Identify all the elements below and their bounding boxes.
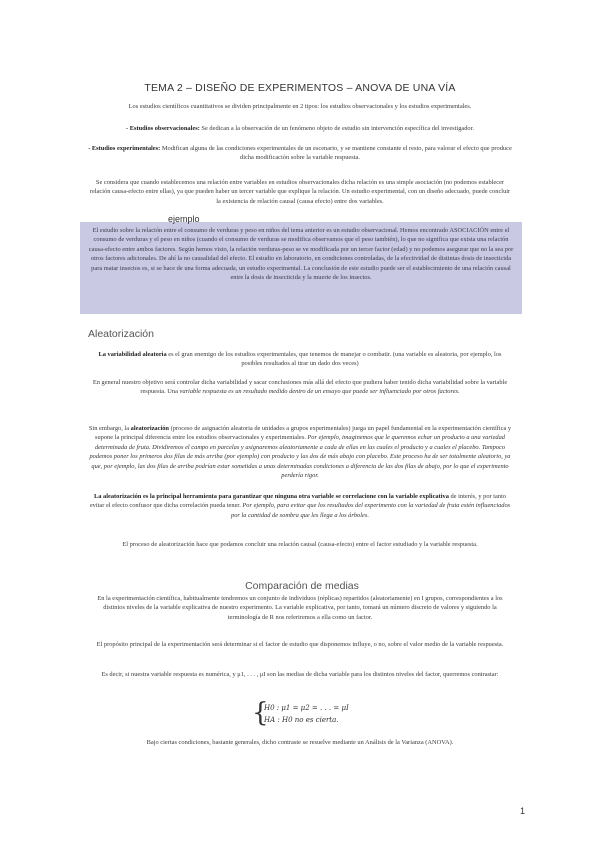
hypothesis-system xyxy=(252,698,382,728)
experimental-definition xyxy=(88,144,512,163)
randomization-intro: Sin embargo, la xyxy=(88,425,131,432)
page-number: 1 xyxy=(520,806,526,816)
randomization-paragraph xyxy=(88,424,512,480)
confounder-statement: La aleatorización es la principal herramienta para garantizar que ninguna otra variable se correlacione con la variable explicativa xyxy=(93,493,449,500)
experimental-label: - Estudios experimentales: xyxy=(88,145,161,152)
section-heading-comparacion: Comparación de medias xyxy=(245,580,359,592)
randomization-text: (proceso de asignación aleatoria de unidades a grupos experimentales) juega un papel fundamental en la experimentación científica y supone la principal diferencia entre los estudios observacionales y experimentales. xyxy=(94,425,512,442)
brace-icon: { xyxy=(252,698,269,728)
experimental-text: Modifican alguna de las condiciones experimentales de un escenario, y se mantiene constante el resto, para valorar el efecto que produce dicha modificación sobre la variable respuesta. xyxy=(160,145,512,162)
purpose-paragraph: El propósito principal de la experimentación será determinar si el factor de estudio que disponemos influye, o no, sobre el valor medio de la variable respuesta. xyxy=(96,641,504,648)
variability-text: es el gran enemigo de los estudios experimentales, que tenemos de manejar o combatir. (una variable es aleatoria, por ejemplo, los posibles resultados al tirar un dado dos veces) xyxy=(166,351,502,368)
hypothesis-intro: Es decir, si nuestra variable respuesta es numérica, y μ1, . . . , μI son las medias de dicha variable para los distintos niveles del factor, querremos contrastar: xyxy=(101,671,499,678)
intro-paragraph: Los estudios científicos cuantitativos se dividen principalmente en 2 tipos: los estudios observacionales y los estudios experimentales. xyxy=(128,103,472,110)
confounder-paragraph xyxy=(88,492,512,520)
observational-label: - Estudios observacionales: xyxy=(125,125,200,132)
observational-definition xyxy=(88,124,512,133)
variability-term: La variabilidad aleatoria xyxy=(98,351,167,358)
confounder-text: de interés, y por tanto evitar el efecto confusor que dicha correlación pueda tener. xyxy=(89,493,507,510)
example-text: El estudio sobre la relación entre el consumo de verduras y peso en niños del tema anterior es un estudio observacional. Hemos encontrado ASOCIACIÓN entre el consumo de verduras y el peso en niños (cuando el consumo de verduras se modifica observamos que el peso también), lo que no significa que exista una relación causa-efecto entre ambos factores. Según hemos visto, la relación verduras-peso se ve modificada por un tercer factor (edad) y no podemos asegurar que no la sea por otros factores adicionales. De ahí la no causalidad del efecto. El estudio en laboratorio, en condiciones controladas, de la efectividad de distintas dosis de insecticida para matar insectos es, si se hace de una forma adecuada, un estudio experimental. La conclusión de este estudio puede ser el establecimiento de una relación causal entre la dosis de insecticida y la muerte de los insectos. xyxy=(88,227,514,282)
association-paragraph: Se considera que cuando establecemos una relación entre variables en estudios observacionales dicha relación es una simple asociación (no podemos establecer relación causa-efecto entre ellas), ya que pueden haber un tercer variable que explique la relación. Un estudio experimental, con un diseño adecuado, puede concluir la existencia de relación causal (causa efecto) entre dos variables. xyxy=(89,179,511,205)
causal-paragraph: El proceso de aleatorización hace que podamos concluir una relación causal (causa-efecto) entre el factor estudiado y la variable respuesta. xyxy=(122,541,478,548)
example-label: ejemplo xyxy=(168,214,200,224)
groups-paragraph: En la experimentación científica, habitualmente tendremos un conjunto de individuos (réplicas) repartidos (aleatoriamente) en I grupos, correspondientes a los distintos niveles de la variable explicativa de nuestro experimento. La variable explicativa, por tanto, tomará un número discreto de valores y siguiendo la terminología de R nos referiremos a ella como un factor. xyxy=(97,595,503,621)
observational-text: Se dedican a la observación de un fenómeno objeto de estudio sin intervención específica del investigador. xyxy=(199,125,475,132)
null-hypothesis: H0 : μ1 = μ2 = . . . = μI xyxy=(264,704,349,712)
confounder-example: Por ejemplo, para evitar que los resultados del experimento con la variedad de fruta estén influenciados por la cantidad de sombra que les llega a los árboles. xyxy=(231,502,511,519)
alternative-hypothesis: HA : H0 no es cierta. xyxy=(264,716,339,724)
page-title: TEMA 2 – DISEÑO DE EXPERIMENTOS – ANOVA DE UNA VÍA xyxy=(144,82,456,94)
anova-paragraph: Bajo ciertas condiciones, bastante generales, dicho contraste se resuelve mediante un Análisis de la Varianza (ANOVA). xyxy=(146,739,454,746)
randomization-example: Por ejemplo, imaginemos que le queremos echar un producto a una variedad determinada de fruta. Dividiremos el campo en parcelas y asignaremos aleatoriamente a cada de ellas en las cuales el producto y a cuales el placebo. Tampoco podemos poner los primeros dos filas de más arriba (por ejemplo) con producto y las dos de más abajo con placebo. Este proceso ha de ser totalmente aleatorio, ya que, por ejemplo, las dos filas de arriba podrían estar sometidas a unas determinadas condiciones a diferencia de las dos filas de abajo, por lo que el experimento perdería rigor. xyxy=(89,434,511,480)
response-variable-definition: variable respuesta es un resultado medido dentro de un ensayo que puede ser influenciado por otros factores. xyxy=(179,388,460,396)
example-box xyxy=(80,222,522,314)
randomization-term: aleatorización xyxy=(130,425,169,432)
variability-paragraph xyxy=(88,350,512,369)
section-heading-aleatorizacion: Aleatorización xyxy=(88,328,154,340)
control-text: En general nuestro objetivo será controlar dicha variabilidad y sacar conclusiones más allá del efecto que pudiera haber tenido dicha variabilidad sobre la variable respuesta. Una xyxy=(92,379,508,396)
control-paragraph xyxy=(88,378,512,397)
